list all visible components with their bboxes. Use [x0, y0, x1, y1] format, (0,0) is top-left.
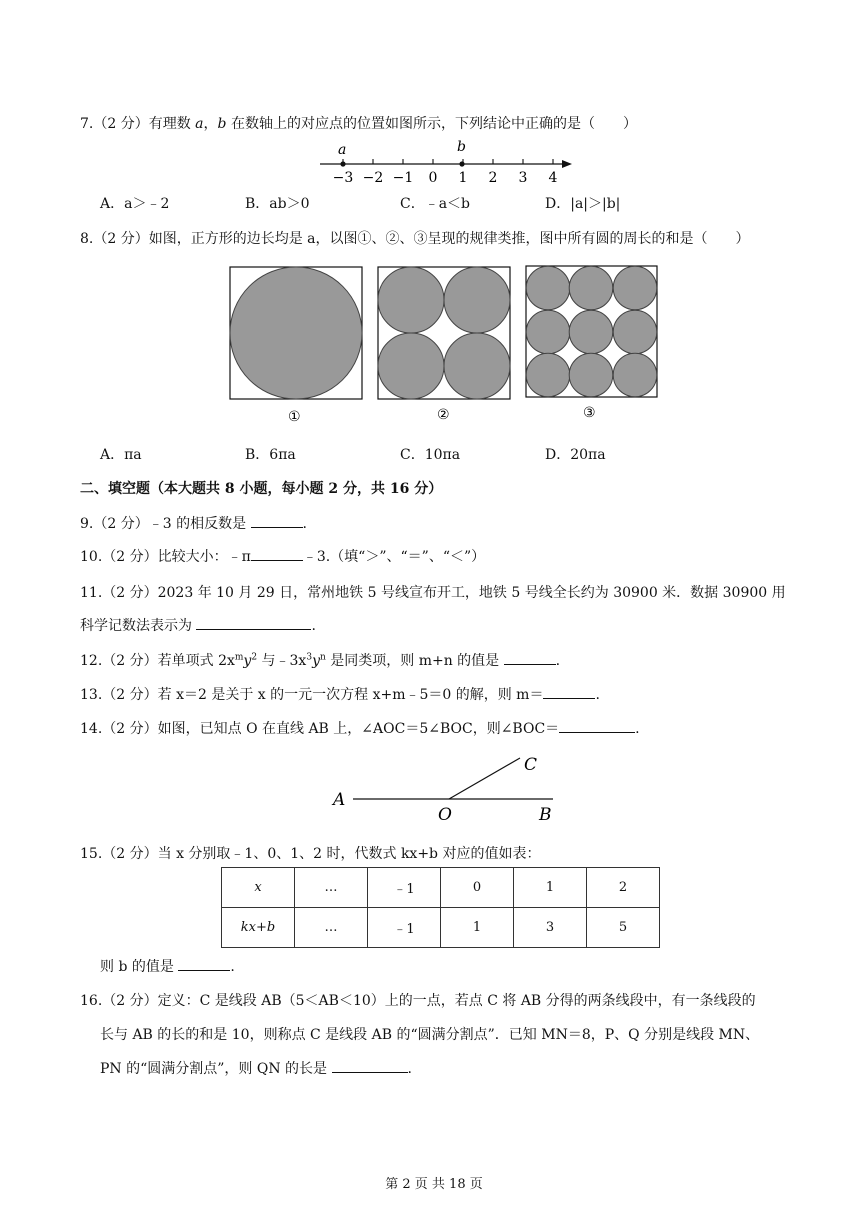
axis-tick-label: 0: [428, 170, 438, 186]
q7-stem: 7.（2 分）有理数 a，b 在数轴上的对应点的位置如图所示，下列结论中正确的是（ ）: [80, 116, 637, 132]
q7-option-a: A．a＞﹣2: [100, 196, 170, 212]
figure-1: [230, 267, 362, 399]
number-line: [310, 138, 580, 188]
values-table: [221, 867, 660, 948]
axis-tick-label: 3: [518, 170, 528, 186]
page-footer: 第 2 页 共 18 页: [385, 1177, 483, 1192]
q10: 10.（2 分）比较大小：﹣π ﹣3.（填“＞”、“＝”、“＜”）: [80, 549, 486, 565]
table-cell: 3: [514, 908, 587, 948]
q14-answer-blank[interactable]: [559, 719, 635, 733]
q8-option-a: A．πa: [100, 447, 142, 463]
axis-tick-label: −1: [392, 170, 414, 186]
q7-option-c: C．﹣a＜b: [400, 196, 471, 212]
q12: 12.（2 分）若单项式 $2x^my^2$ 与$﹣3x^3y^n$ 是同类项，则 m+n 的值是 .: [80, 652, 561, 669]
q11-line1: 11.（2 分）2023 年 10 月 29 日，常州地铁 5 号线宣布开工，地铁 5 号线全长约为 30900 米．数据 30900 用: [80, 585, 786, 601]
figure-3: [526, 266, 657, 397]
figure-2-label: ②: [437, 407, 450, 423]
figure-1-label: ①: [288, 409, 301, 425]
q15-after: 则 b 的值是 .: [100, 959, 235, 975]
q15-stem: 15.（2 分）当 x 分别取﹣1、0、1、2 时，代数式 kx+b 对应的值如表：: [80, 846, 541, 862]
figure-3-label: ③: [583, 405, 596, 421]
table-row: [222, 868, 660, 908]
label-a: A: [333, 790, 346, 810]
table-row: [222, 908, 660, 948]
q16-line2: 长与 AB 的长的和是 10，则称点 C 是线段 AB 的“圆满分割点”．已知 MN＝8，P、Q 分别是线段 MN、: [100, 1027, 760, 1043]
q14: 14.（2 分）如图，已知点 O 在直线 AB 上，∠AOC＝5∠BOC，则∠BOC＝ .: [80, 721, 640, 737]
label-c: C: [524, 755, 538, 775]
point-a-label: a: [338, 142, 347, 158]
figure-2: [378, 267, 510, 399]
q7-option-d: D．|a|＞|b|: [545, 196, 621, 212]
table-cell: 1: [514, 868, 587, 908]
axis-tick-label: 4: [548, 170, 558, 186]
ray-oc: [449, 758, 520, 799]
q8-option-b: B．6πa: [245, 447, 296, 463]
table-cell: 5: [587, 908, 660, 948]
q13-answer-blank[interactable]: [543, 685, 595, 699]
q12-answer-blank[interactable]: [504, 651, 556, 665]
axis-tick-label: 2: [488, 170, 498, 186]
label-b: B: [539, 805, 552, 825]
table-cell: 1: [441, 908, 514, 948]
q8-stem: 8.（2 分）如图，正方形的边长均是 a，以图①、②、③呈现的规律类推，图中所有圆的周长的和是（ ）: [80, 231, 750, 247]
axis-tick-label: −2: [362, 170, 384, 186]
label-o: O: [438, 805, 452, 825]
section-title: 二、填空题（本大题共 8 小题，每小题 2 分，共 16 分）: [80, 481, 443, 497]
q10-answer-blank[interactable]: [251, 547, 303, 561]
q7-option-b: B．ab＞0: [245, 196, 310, 212]
table-cell: ﹣1: [368, 868, 441, 908]
table-cell: …: [295, 868, 368, 908]
q9-answer-blank[interactable]: [251, 514, 303, 528]
q11-answer-blank[interactable]: [196, 616, 311, 630]
q16-line1: 16.（2 分）定义：C 是线段 AB（5＜AB＜10）上的一点，若点 C 将 AB 分得的两条线段中，有一条线段的: [80, 993, 756, 1009]
angle-figure: [325, 748, 565, 828]
q15-answer-blank[interactable]: [178, 957, 230, 971]
table-cell: 2: [587, 868, 660, 908]
axis-tick-label: 1: [458, 170, 468, 186]
q16-line3: PN 的“圆满分割点”，则 QN 的长是 .: [100, 1061, 412, 1077]
table-cell: ﹣1: [368, 908, 441, 948]
table-cell: kx+b: [222, 908, 295, 948]
q9: 9.（2 分）﹣3 的相反数是 .: [80, 516, 307, 532]
point-b-label: b: [457, 139, 466, 155]
table-cell: 0: [441, 868, 514, 908]
point-a-dot: [340, 161, 345, 166]
table-cell: x: [222, 868, 295, 908]
table-cell: …: [295, 908, 368, 948]
q11-line2: 科学记数法表示为 .: [80, 618, 316, 634]
q16-answer-blank[interactable]: [332, 1059, 408, 1073]
q8-option-c: C．10πa: [400, 447, 461, 463]
q8-option-d: D．20πa: [545, 447, 606, 463]
axis-tick-label: −3: [332, 170, 354, 186]
q13: 13.（2 分）若 x＝2 是关于 x 的一元一次方程 x+m﹣5＝0 的解，则 m＝ .: [80, 687, 600, 703]
circles-figure: [225, 262, 665, 427]
point-b-dot: [459, 161, 464, 166]
